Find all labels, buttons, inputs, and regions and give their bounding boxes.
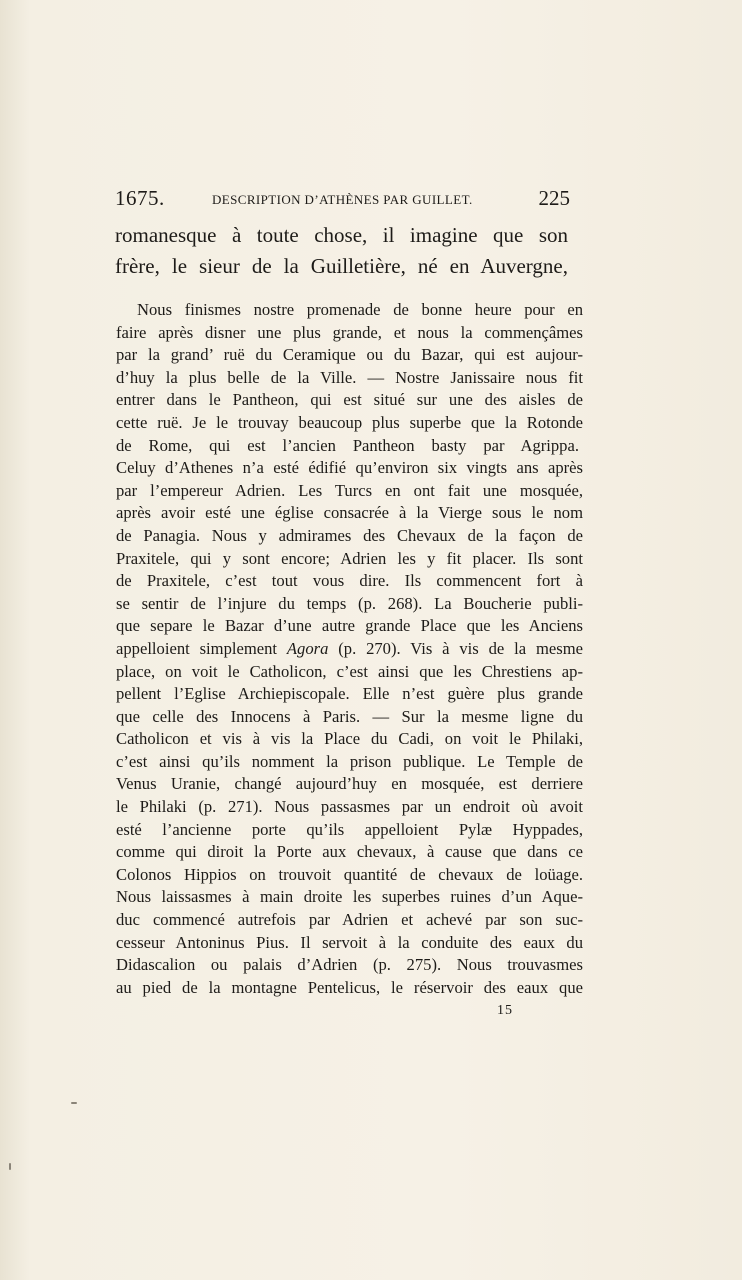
text-line: par l’empereur Adrien. Les Turcs en ont fait une mosquée, (116, 480, 583, 500)
header-year: 1675. (115, 186, 165, 210)
text-line: Nous laissasmes à main droite les superbes ruines d’un Aque- (116, 887, 583, 907)
carryover-text (115, 220, 575, 282)
text-line: pellent l’Eglise Archiepiscopale. Elle n’est guère plus grande (116, 684, 583, 704)
text-line: se sentir de l’injure du temps (p. 268). La Boucherie publi- (116, 593, 583, 613)
text-line: de Rome, qui est l’ancien Pantheon basty par Agrippa. (116, 435, 579, 455)
text-line: esté l’ancienne porte qu’ils appelloient Pylæ Hyppades, (116, 819, 583, 839)
signature-mark: 15 (497, 1003, 513, 1018)
text-line: Nous finismes nostre promenade de bonne heure pour en (137, 300, 583, 319)
text-line: Didascalion ou palais d’Adrien (p. 275). Nous trouvasmes (116, 955, 583, 975)
carryover-line: frère, le sieur de la Guilletière, né en Auvergne, (115, 254, 568, 278)
text-line: comme qui diroit la Porte aux chevaux, à cause que dans ce (116, 842, 583, 862)
paper-speck (9, 1163, 11, 1170)
text-line: au pied de la montagne Pentelicus, le réservoir des eaux que (116, 977, 583, 997)
running-header (115, 186, 570, 216)
text-line: cesseur Antoninus Pius. Il servoit à la conduite des eaux du (116, 932, 583, 952)
italic-term: Agora (286, 638, 329, 658)
text-line: Venus Uranie, changé aujourd’huy en mosquée, est derriere (116, 774, 583, 794)
text-line: Celuy d’Athenes n’a esté édifié qu’environ six vingts ans après (116, 458, 583, 478)
text-line: faire après disner une plus grande, et nous la commençâmes (116, 322, 583, 342)
text-line: de Panagia. Nous y admirames des Chevaux de la façon de (116, 525, 583, 545)
body-paragraph (116, 299, 584, 999)
text-line: Catholicon et vis à vis la Place du Cadi, on voit le Philaki, (116, 729, 583, 749)
page-number: 225 (538, 186, 570, 210)
text-line: appelloient simplement Agora (p. 270). Vis à vis de la mesme (116, 638, 583, 658)
text-line: le Philaki (p. 271). Nous passasmes par un endroit où avoit (116, 797, 583, 817)
text-line: par la grand’ ruë du Ceramique ou du Bazar, qui est aujour- (116, 345, 583, 365)
text-line: après avoir esté une église consacrée à la Vierge sous le nom (116, 503, 583, 523)
text-line: c’est ainsi qu’ils nomment la prison publique. Le Temple de (116, 751, 583, 771)
text-line: entrer dans le Pantheon, qui est situé sur une des aisles de (116, 390, 583, 410)
text-line: de Praxitele, c’est tout vous dire. Ils commencent fort à (116, 571, 583, 591)
text-line: duc commencé autrefois par Adrien et achevé par son suc- (116, 910, 583, 930)
text-line: Colonos Hippios on trouvoit quantité de chevaux de loüage. (116, 864, 583, 884)
text-line: place, on voit le Catholicon, c’est ainsi que les Chrestiens ap- (116, 661, 583, 681)
text-line: que celle des Innocens à Paris. — Sur la mesme ligne du (116, 706, 583, 726)
text-line: que separe le Bazar d’une autre grande Place que les Anciens (116, 616, 583, 636)
text-line: cette ruë. Je le trouvay beaucoup plus superbe que la Rotonde (116, 412, 583, 432)
header-running-title: DESCRIPTION D’ATHÈNES PAR GUILLET. (212, 192, 473, 207)
text-line: Praxitele, qui y sont encore; Adrien les y fit placer. Ils sont (116, 548, 583, 568)
text-line: d’huy la plus belle de la Ville. — Nostre Janissaire nous fit (116, 367, 583, 387)
carryover-line: romanesque à toute chose, il imagine que son (115, 223, 568, 247)
paper-speck (71, 1102, 77, 1104)
